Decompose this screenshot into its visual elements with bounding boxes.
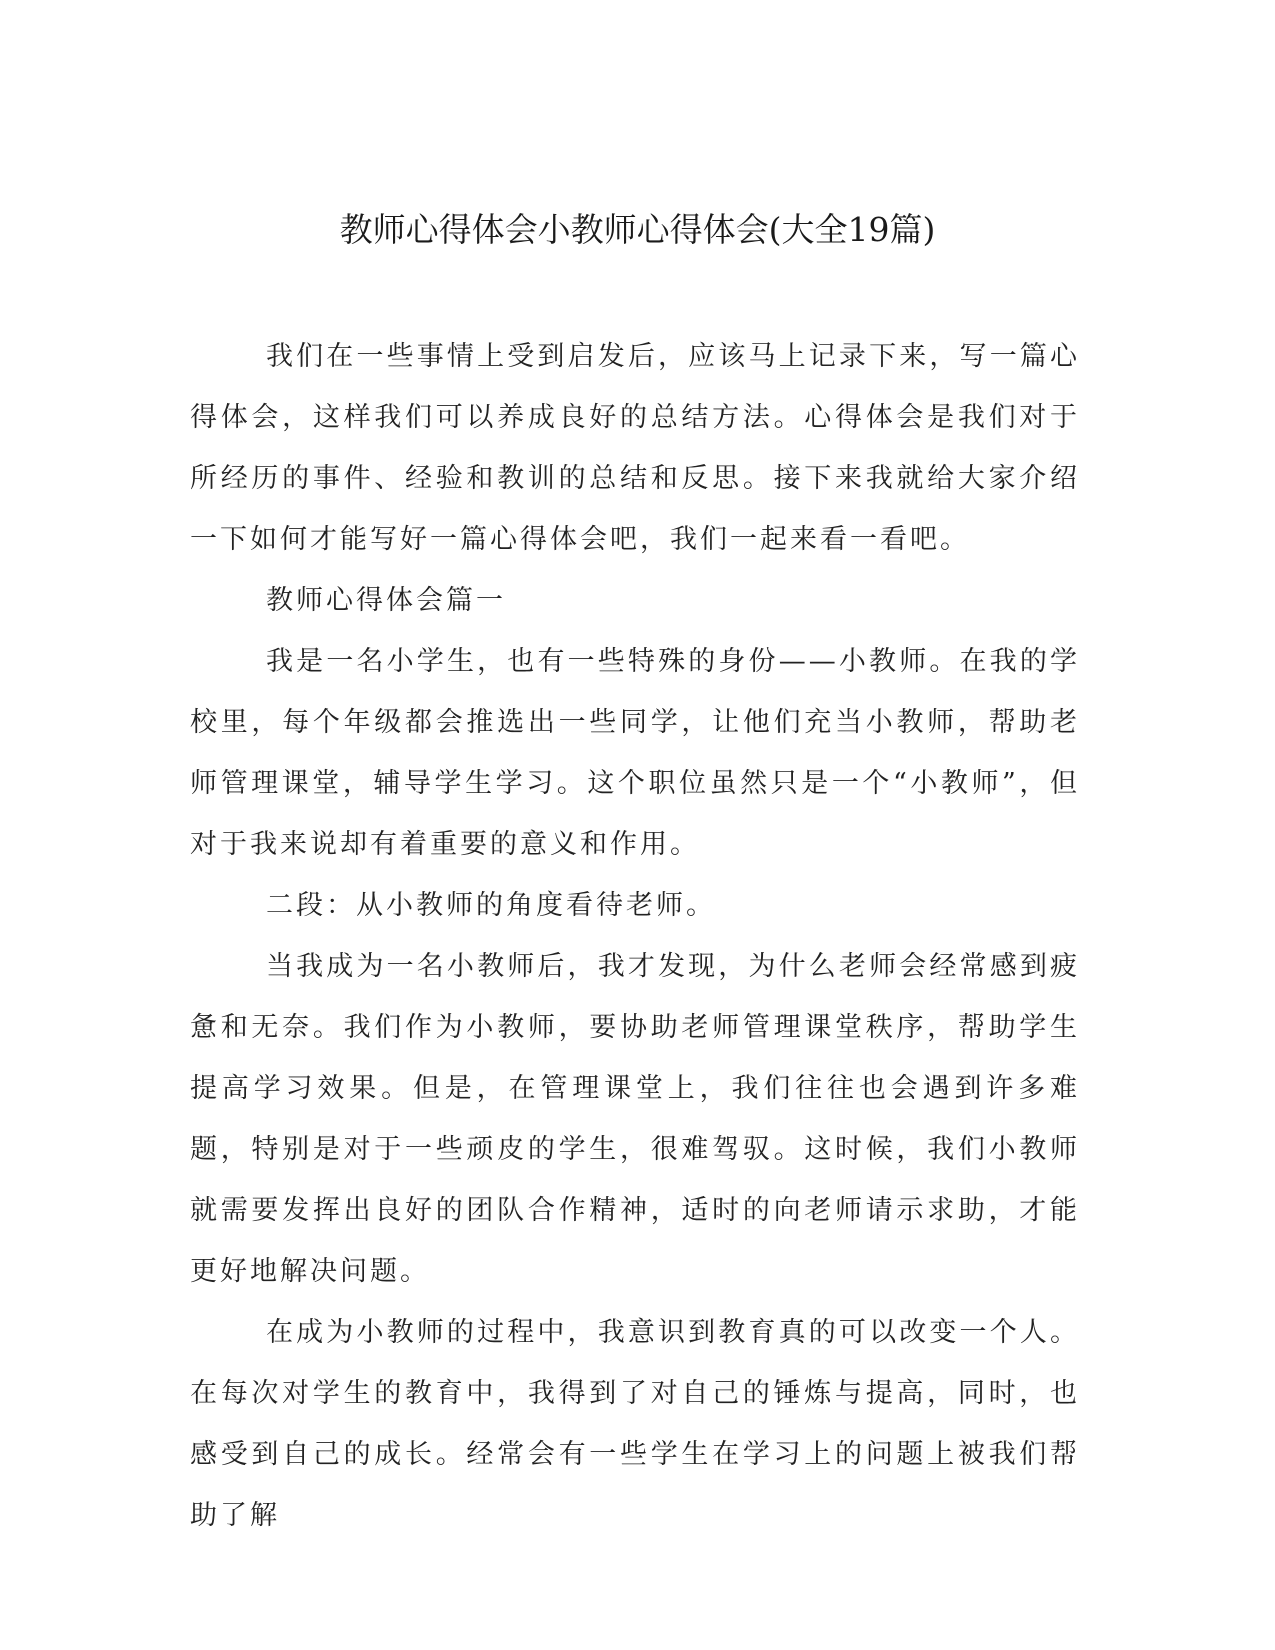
document-body bbox=[190, 326, 1080, 1546]
section-heading: 教师心得体会篇一 bbox=[266, 585, 506, 616]
document-title: 教师心得体会小教师心得体会(大全19篇) bbox=[339, 210, 936, 249]
section-subheading: 二段：从小教师的角度看待老师。 bbox=[266, 890, 716, 921]
paragraph-identity: 我是一名小学生，也有一些特殊的身份——小教师。在我的学校里，每个年级都会推选出一些同学，让他们充当小教师，帮助老师管理课堂，辅导学生学习。这个职位虽然只是一个“小教师”，但对于我来说却有着重要的意义和作用。 bbox=[190, 646, 1080, 860]
paragraph-intro: 我们在一些事情上受到启发后，应该马上记录下来，写一篇心得体会，这样我们可以养成良好的总结方法。心得体会是我们对于所经历的事件、经验和教训的总结和反思。接下来我就给大家介绍一下如何才能写好一篇心得体会吧，我们一起来看一看吧。 bbox=[190, 341, 1080, 555]
paragraph-growth: 在成为小教师的过程中，我意识到教育真的可以改变一个人。在每次对学生的教育中，我得到了对自己的锤炼与提高，同时，也感受到自己的成长。经常会有一些学生在学习上的问题上被我们帮助了解 bbox=[190, 1317, 1080, 1531]
paragraph-teacher-view: 当我成为一名小教师后，我才发现，为什么老师会经常感到疲惫和无奈。我们作为小教师，要协助老师管理课堂秩序，帮助学生提高学习效果。但是，在管理课堂上，我们往往也会遇到许多难题，特别是对于一些顽皮的学生，很难驾驭。这时候，我们小教师就需要发挥出良好的团队合作精神，适时的向老师请示求助，才能更好地解决问题。 bbox=[190, 951, 1080, 1287]
